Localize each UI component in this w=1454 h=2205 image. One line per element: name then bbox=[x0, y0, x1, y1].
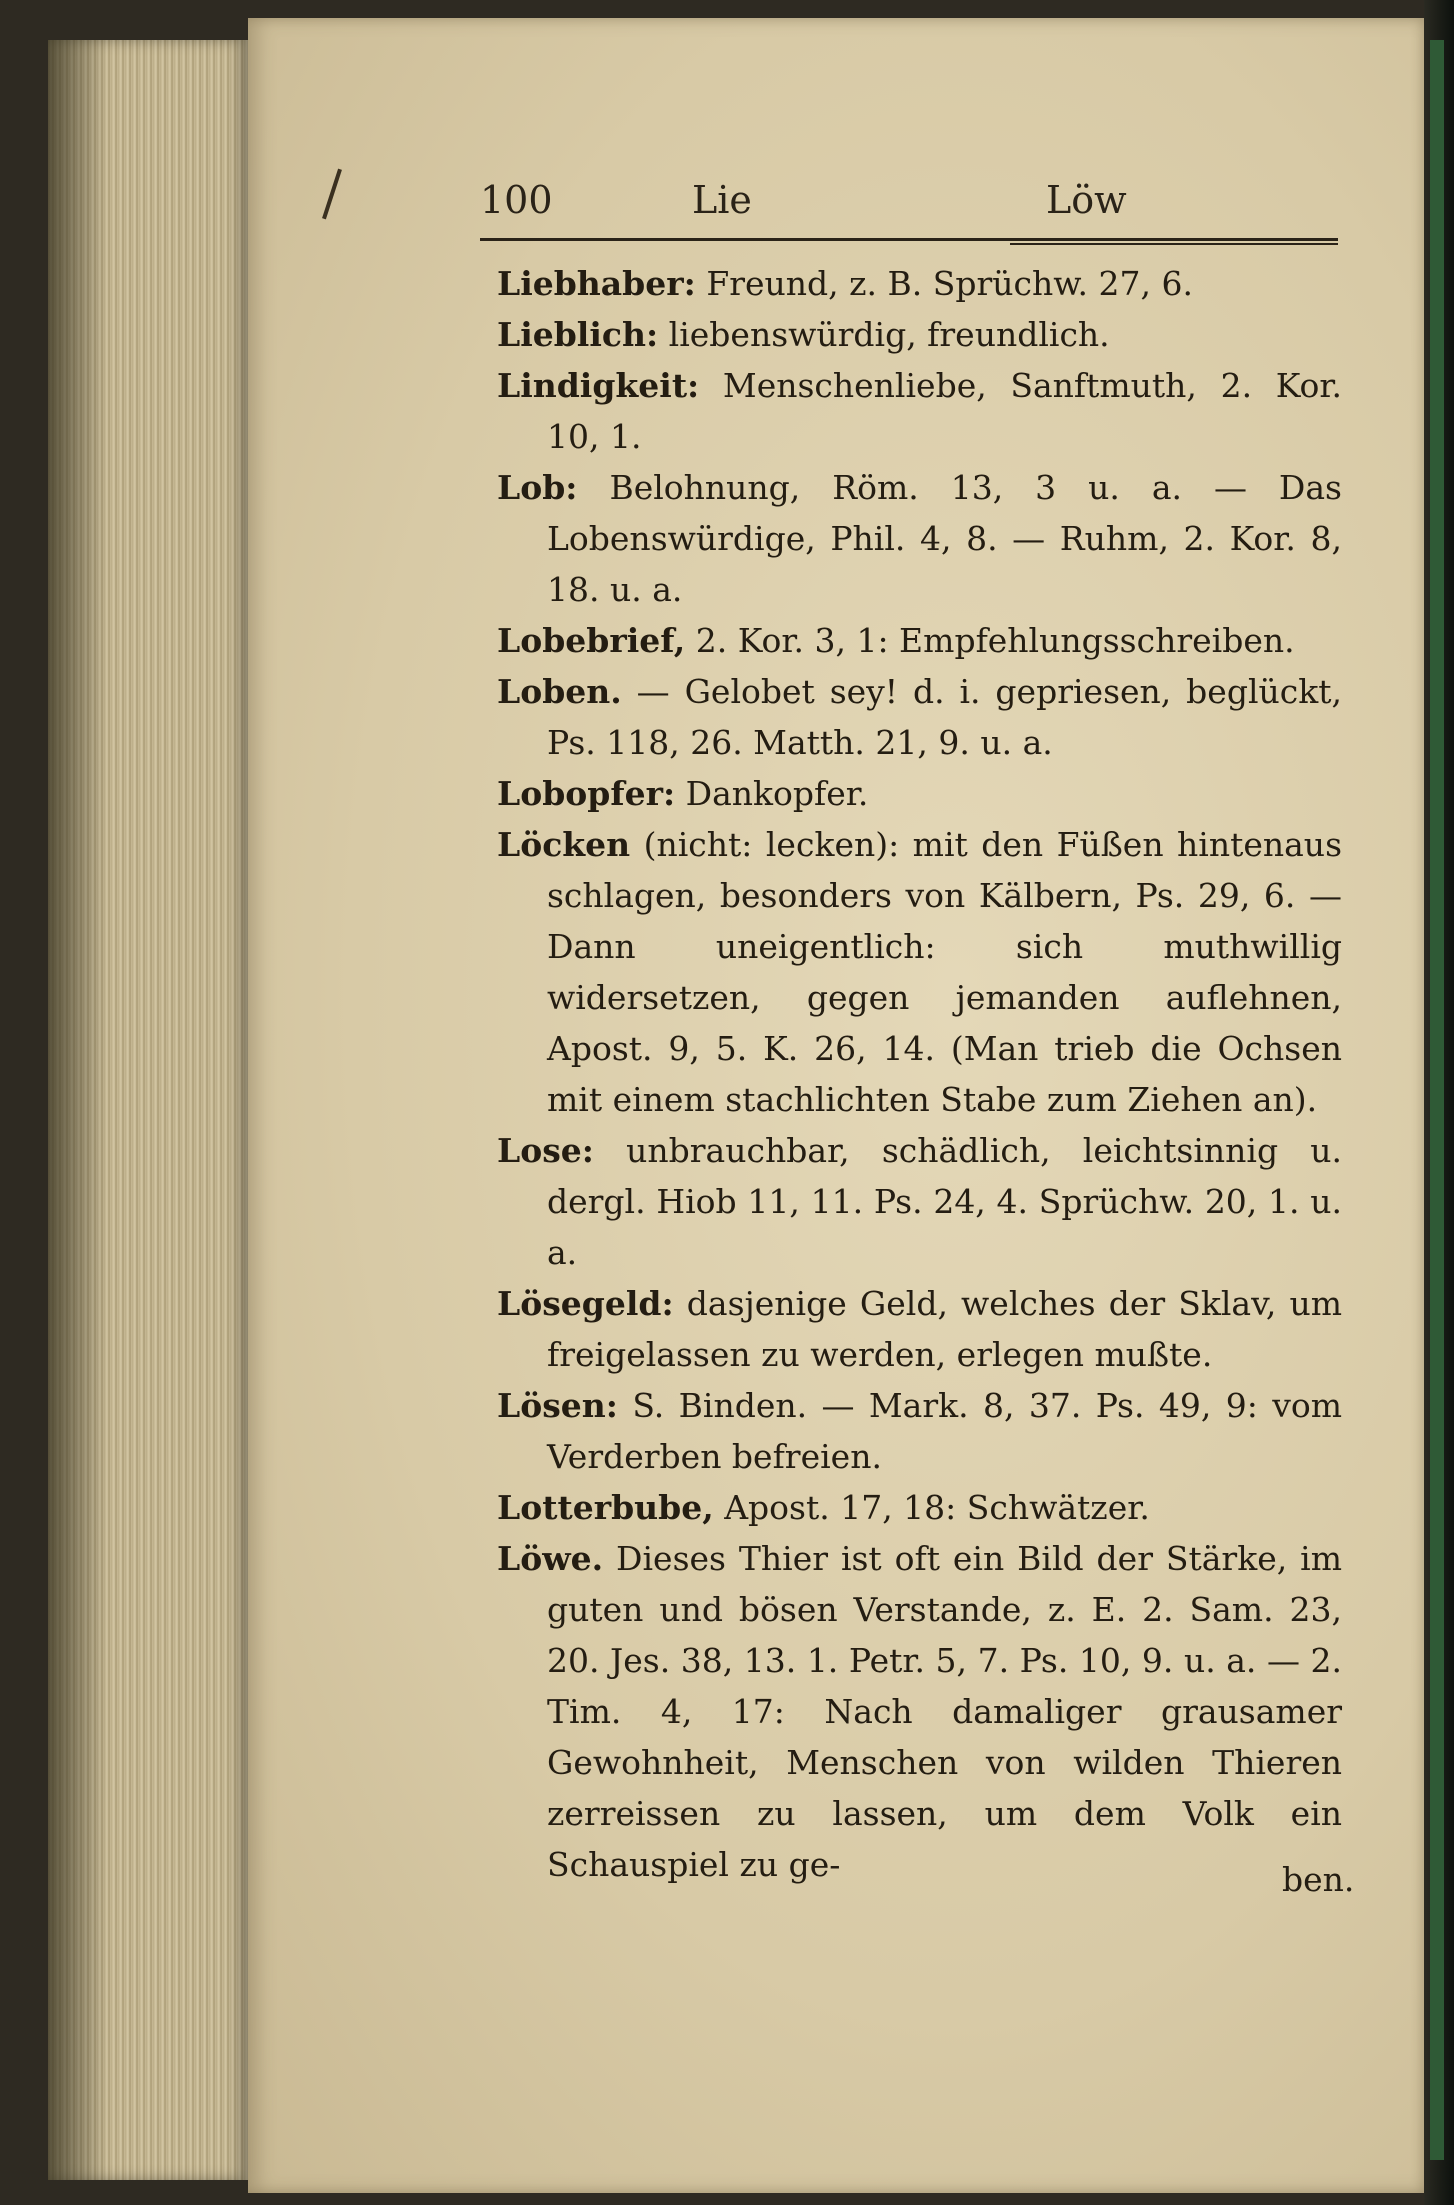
entry-text: Dankopfer. bbox=[675, 774, 869, 813]
cover-green-strip bbox=[1430, 40, 1444, 2160]
entry-lobopfer bbox=[497, 768, 1342, 819]
running-header bbox=[480, 172, 1340, 232]
header-rule-double bbox=[1010, 243, 1338, 245]
entry-text: — Gelobet sey! d. i. gepriesen, beglückt, Ps. 118, 26. Matth. 21, 9. u. a. bbox=[547, 672, 1342, 762]
catchword: ben. bbox=[1282, 1860, 1355, 1899]
header-right-word: Löw bbox=[1046, 178, 1127, 222]
entry-liebhaber bbox=[497, 258, 1342, 309]
dictionary-column bbox=[497, 258, 1342, 1890]
entry-lindigkeit bbox=[497, 360, 1342, 462]
entry-lose bbox=[497, 1125, 1342, 1278]
entry-text: Belohnung, Röm. 13, 3 u. a. — Das Lobenswürdige, Phil. 4, 8. — Ruhm, 2. Kor. 8, 18. u. a. bbox=[547, 468, 1342, 609]
page-edges-shadow bbox=[48, 40, 108, 2180]
entry-head: Lobebrief, bbox=[497, 621, 686, 660]
entry-text: S. Binden. — Mark. 8, 37. Ps. 49, 9: vom Verderben befreien. bbox=[547, 1386, 1342, 1476]
entry-text: unbrauchbar, schädlich, leichtsinnig u. dergl. Hiob 11, 11. Ps. 24, 4. Sprüchw. 20, 1. u. a. bbox=[547, 1131, 1342, 1272]
header-rule bbox=[480, 238, 1338, 241]
entry-text: liebenswürdig, freundlich. bbox=[658, 315, 1110, 354]
entry-loesegeld bbox=[497, 1278, 1342, 1380]
entry-head: Lose: bbox=[497, 1131, 594, 1170]
entry-lob bbox=[497, 462, 1342, 615]
entry-loben bbox=[497, 666, 1342, 768]
entry-head: Lösen: bbox=[497, 1386, 618, 1425]
entry-head: Löcken bbox=[497, 825, 631, 864]
entry-text: Apost. 17, 18: Schwätzer. bbox=[713, 1488, 1150, 1527]
entry-head: Lob: bbox=[497, 468, 578, 507]
entry-lieblich bbox=[497, 309, 1342, 360]
entry-head: Lotterbube, bbox=[497, 1488, 714, 1527]
entry-head: Löwe. bbox=[497, 1539, 604, 1578]
entry-head: Liebhaber: bbox=[497, 264, 696, 303]
entry-text: 2. Kor. 3, 1: Empfehlungsschreiben. bbox=[685, 621, 1295, 660]
page-number: 100 bbox=[480, 178, 553, 222]
entry-loewe bbox=[497, 1533, 1342, 1890]
entry-head: Lösegeld: bbox=[497, 1284, 674, 1323]
entry-text: dasjenige Geld, welches der Sklav, um freigelassen zu werden, erlegen mußte. bbox=[547, 1284, 1342, 1374]
entry-lobebrief bbox=[497, 615, 1342, 666]
entry-lotterbube bbox=[497, 1482, 1342, 1533]
entry-text: Freund, z. B. Sprüchw. 27, 6. bbox=[695, 264, 1193, 303]
header-left-word: Lie bbox=[692, 178, 752, 222]
book-cover-edge bbox=[1424, 0, 1454, 2205]
entry-loesen bbox=[497, 1380, 1342, 1482]
entry-loecken bbox=[497, 819, 1342, 1125]
entry-head: Lobopfer: bbox=[497, 774, 676, 813]
entry-text: Menschenliebe, Sanftmuth, 2. Kor. 10, 1. bbox=[547, 366, 1342, 456]
entry-head: Lieblich: bbox=[497, 315, 659, 354]
entry-text: (nicht: lecken): mit den Füßen hintenaus schlagen, besonders von Kälbern, Ps. 29, 6. — Dann uneigentlich: sich muthwillig widersetzen, gegen jemanden auflehnen, Apost. 9, 5. K. 26, 14. (Man trieb die Ochsen mit einem stachlichten Stabe zum Ziehen an). bbox=[547, 825, 1342, 1119]
entry-head: Lindigkeit: bbox=[497, 366, 700, 405]
entry-text: Dieses Thier ist oft ein Bild der Stärke, im guten und bösen Verstande, z. E. 2. Sam. 23, 20. Jes. 38, 13. 1. Petr. 5, 7. Ps. 10, 9. u. a. — 2. Tim. 4, 17: Nach damaliger grausamer Gewohnheit, Menschen von wilden Thieren zerreissen zu lassen, um dem Volk ein Schauspiel zu ge- bbox=[547, 1539, 1342, 1884]
entry-head: Loben. bbox=[497, 672, 622, 711]
